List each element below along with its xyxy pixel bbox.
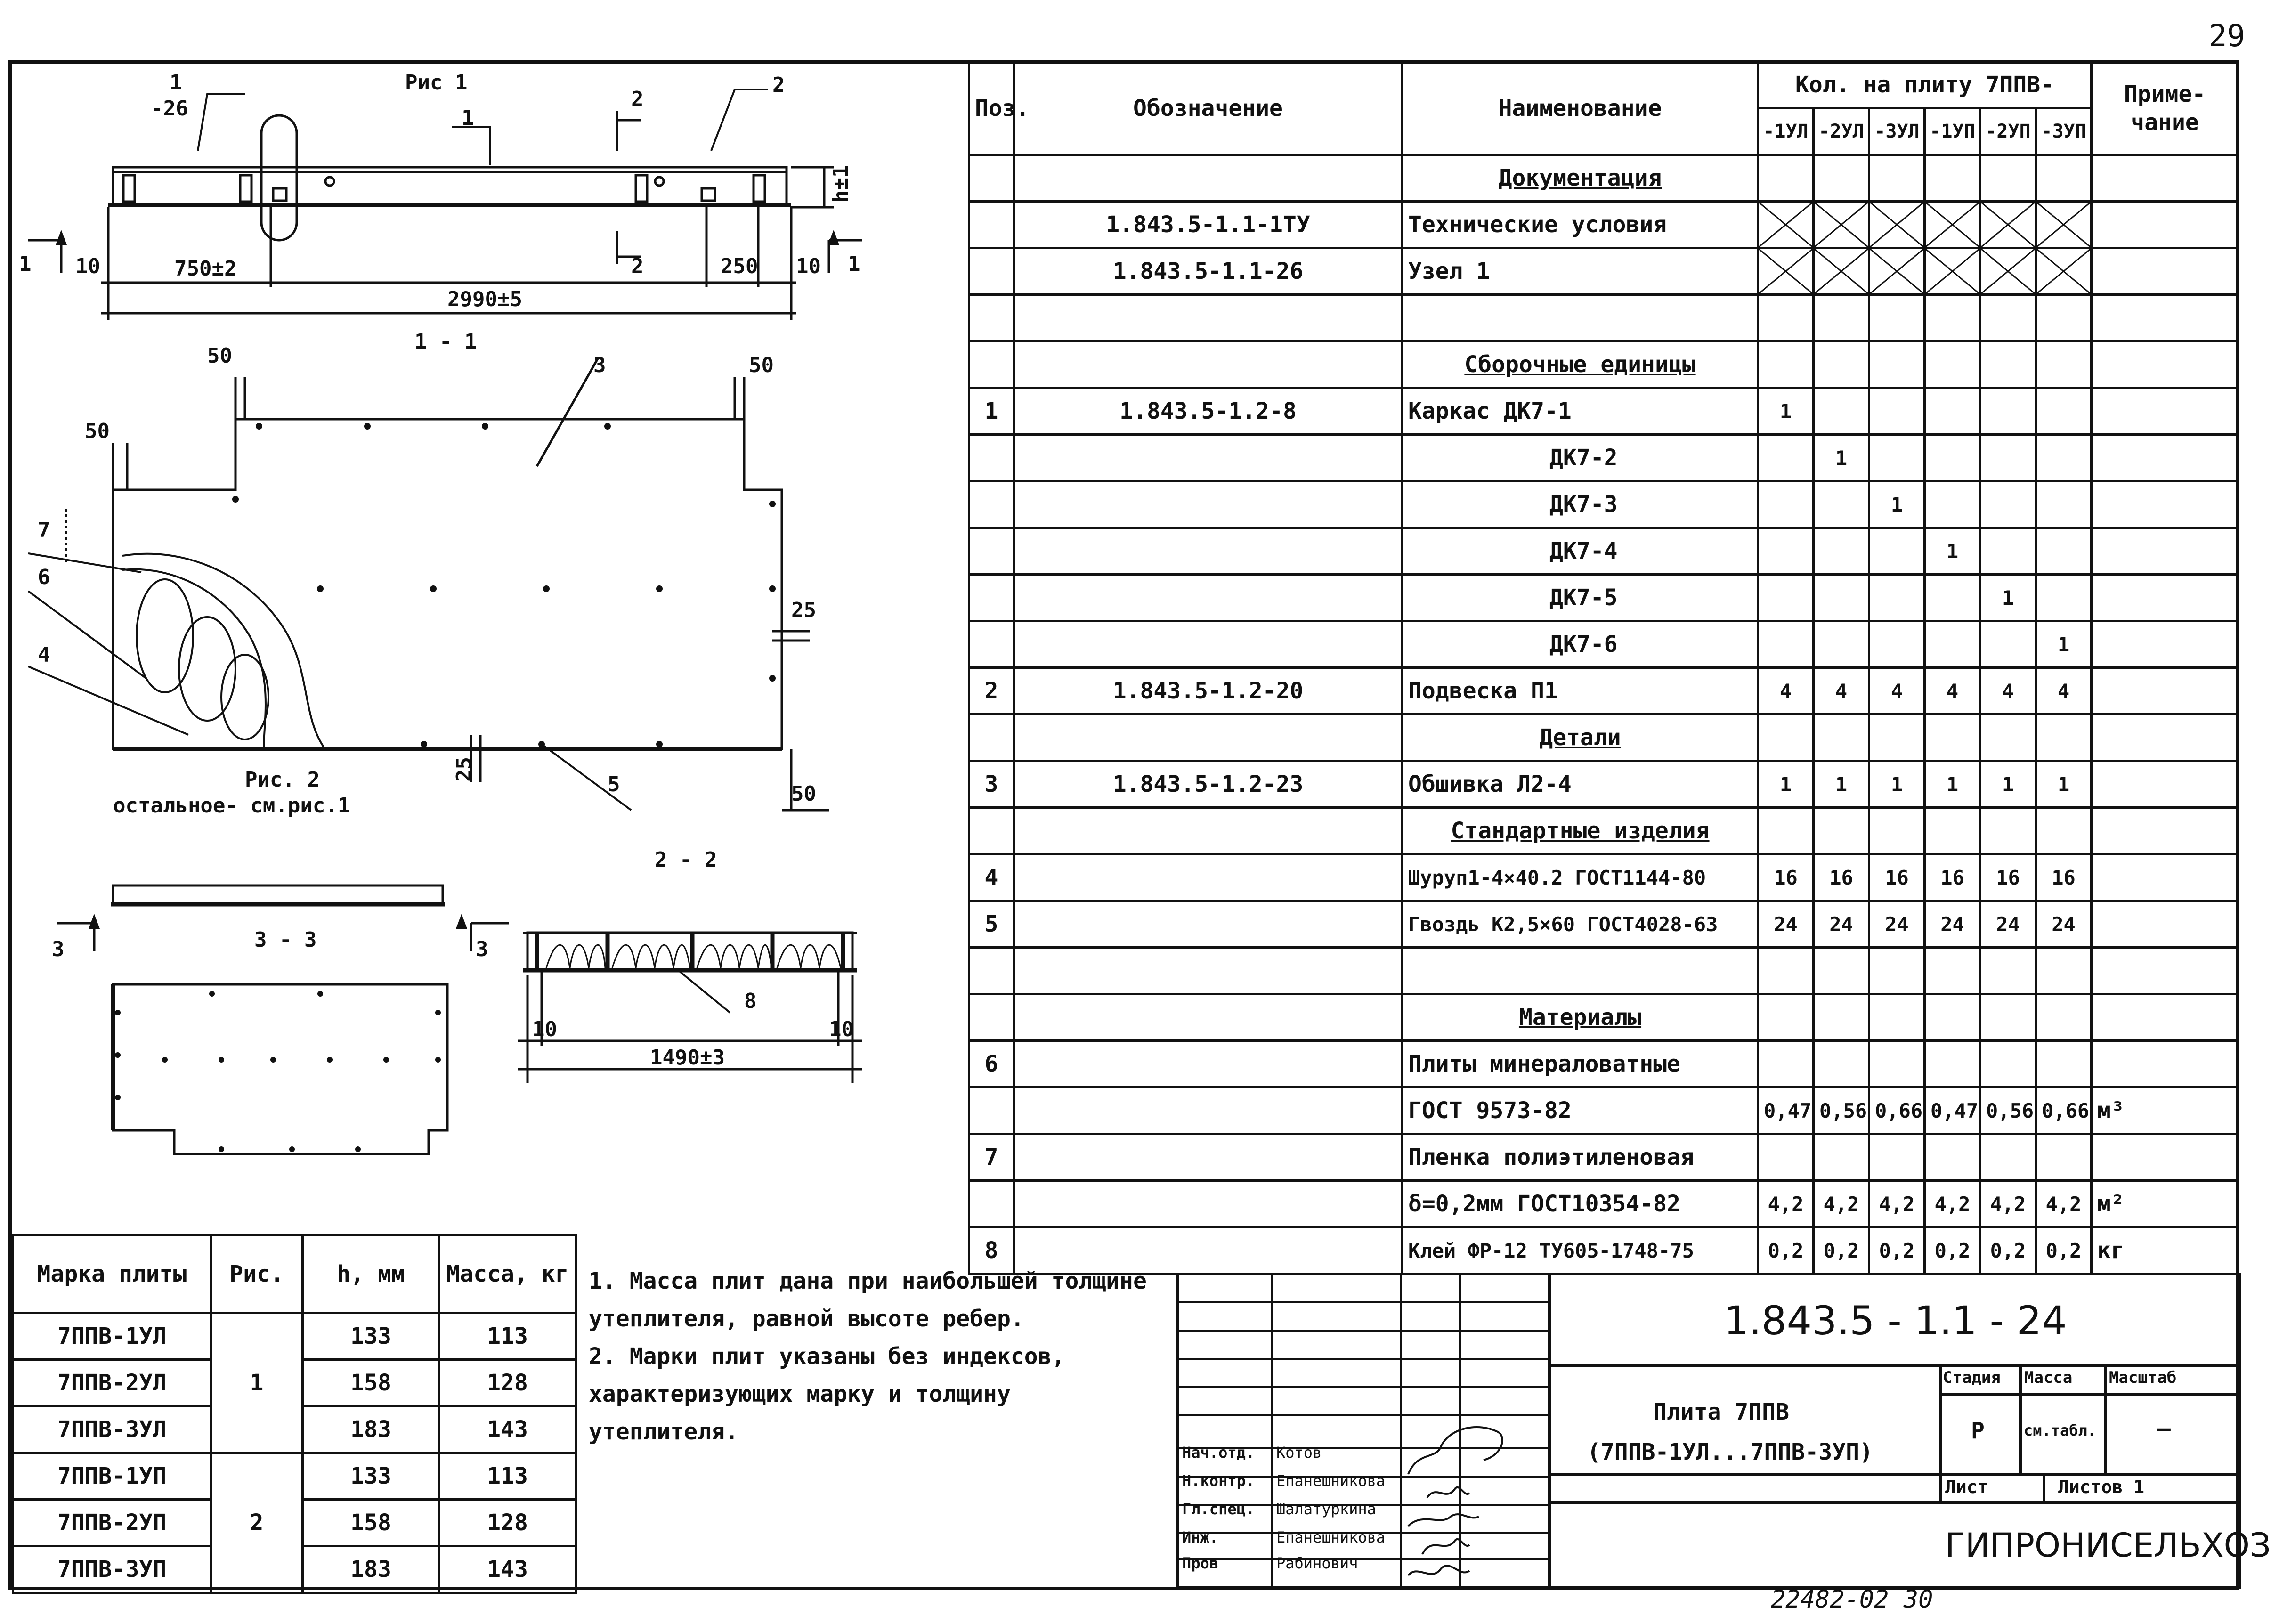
spec-name-cell: Шуруп1-4×40.2 ГОСТ1144-80 xyxy=(1403,854,1758,901)
spec-qty-cell: 0,47 xyxy=(1758,1088,1814,1134)
spec-name-cell: Пленка полиэтиленовая xyxy=(1403,1134,1758,1181)
spec-pos-cell: 8 xyxy=(969,1227,1014,1274)
spec-name-cell: Узел 1 xyxy=(1403,248,1758,295)
spec-note-cell: м³ xyxy=(2092,1088,2239,1134)
spec-designation-cell: 1.843.5-1.2-23 xyxy=(1014,761,1403,808)
marks-fig-header: Рис. xyxy=(211,1235,303,1313)
sec11-dim-25b: 25 xyxy=(452,757,476,782)
sheet-label: Лист xyxy=(1945,1477,1988,1497)
spec-qty-cell: 16 xyxy=(1758,854,1814,901)
signature-name: Шалатуркина xyxy=(1276,1500,1376,1518)
spec-designation-cell: 1.843.5-1.1-26 xyxy=(1014,248,1403,295)
spec-note-cell: м² xyxy=(2092,1181,2239,1227)
spec-qty-cell: 1 xyxy=(1925,761,1980,808)
spec-qty-cell: 4,2 xyxy=(1869,1181,1925,1227)
spec-qty-cell: 0,47 xyxy=(1925,1088,1980,1134)
stage-value: Р xyxy=(1971,1418,1985,1444)
qty-col-header: -2УЛ xyxy=(1814,108,1869,155)
spec-pos-cell: 3 xyxy=(969,761,1014,808)
spec-qty-cell: 24 xyxy=(1814,901,1869,948)
signature-name: Епанешникова xyxy=(1276,1472,1386,1490)
marks-h-cell: 158 xyxy=(303,1500,439,1546)
spec-section-title: Стандартные изделия xyxy=(1403,808,1758,854)
spec-qty-cell: 0,66 xyxy=(1869,1088,1925,1134)
col-name-header: Наименование xyxy=(1403,62,1758,155)
mass-label: Масса xyxy=(2024,1368,2073,1387)
spec-qty-cell: 0,2 xyxy=(1814,1227,1869,1274)
spec-designation-cell: 1.843.5-1.2-8 xyxy=(1014,388,1403,435)
signature-name: Рабинович xyxy=(1276,1554,1358,1572)
spec-designation-cell: 1.843.5-1.2-20 xyxy=(1014,668,1403,715)
marks-h-cell: 133 xyxy=(303,1453,439,1500)
marks-mark-cell: 7ППВ-2УЛ xyxy=(13,1360,211,1406)
fig1-dim-250: 250 xyxy=(721,254,758,278)
sec33-section-3a: 3 xyxy=(52,937,65,961)
spec-name-cell: ДК7-6 xyxy=(1403,621,1758,668)
spec-pos-cell: 4 xyxy=(969,854,1014,901)
marks-mass-cell: 113 xyxy=(439,1313,576,1360)
spec-pos-cell: 2 xyxy=(969,668,1014,715)
spec-designation-cell: 1.843.5-1.1-1ТУ xyxy=(1014,202,1403,248)
spec-qty-cell: 4,2 xyxy=(2036,1181,2092,1227)
spec-qty-cell: 1 xyxy=(2036,621,2092,668)
fig1-dim-10a: 10 xyxy=(75,254,100,278)
qty-col-header: -1УП xyxy=(1925,108,1980,155)
spec-qty-cell: 24 xyxy=(1758,901,1814,948)
mass-value: см.табл. xyxy=(2024,1421,2097,1439)
marks-mass-cell: 113 xyxy=(439,1453,576,1500)
fig1-section-1b: 1 xyxy=(848,252,860,276)
fig1-section-2a: 2 xyxy=(631,87,644,111)
document-name-range: (7ППВ-1УЛ...7ППВ-3УП) xyxy=(1587,1439,1873,1465)
sec33-section-3b: 3 xyxy=(476,937,488,961)
spec-qty-cell: 0,56 xyxy=(1980,1088,2036,1134)
scale-value: — xyxy=(2157,1415,2171,1442)
section-3-3-title: 3 - 3 xyxy=(254,928,317,952)
fig1-section-1a: 1 xyxy=(19,252,32,276)
signature-role: Н.контр. xyxy=(1182,1472,1255,1490)
spec-qty-cell: 1 xyxy=(1814,761,1869,808)
marks-mass-cell: 143 xyxy=(439,1546,576,1593)
spec-qty-cell: 1 xyxy=(1814,435,1869,481)
note-1: 1. Масса плит дана при наибольшей толщине утеплителя, равной высоте ребер. xyxy=(589,1268,1147,1332)
spec-qty-cell: 4 xyxy=(1925,668,1980,715)
spec-pos-cell: 5 xyxy=(969,901,1014,948)
fig1-callout-2: 2 xyxy=(772,73,785,97)
sec11-callout-3: 3 xyxy=(593,353,606,377)
document-name: Плита 7ППВ xyxy=(1653,1399,1789,1425)
spec-qty-cell: 4,2 xyxy=(1980,1181,2036,1227)
spec-name-cell: δ=0,2мм ГОСТ10354-82 xyxy=(1403,1181,1758,1227)
marks-mark-cell: 7ППВ-3УЛ xyxy=(13,1406,211,1453)
marks-h-cell: 183 xyxy=(303,1546,439,1593)
marks-mark-cell: 7ППВ-1УЛ xyxy=(13,1313,211,1360)
marks-h-cell: 183 xyxy=(303,1406,439,1453)
section-2-2-title: 2 - 2 xyxy=(655,848,717,872)
fig1-dim-750: 750±2 xyxy=(174,257,237,281)
spec-qty-cell: 4,2 xyxy=(1758,1181,1814,1227)
signature-name: Котов xyxy=(1276,1444,1322,1462)
qty-col-header: -3УП xyxy=(2036,108,2092,155)
signature-role: Нач.отд. xyxy=(1182,1444,1255,1462)
spec-qty-cell: 0,2 xyxy=(1925,1227,1980,1274)
fig1-callout-26: -26 xyxy=(151,97,188,121)
spec-qty-cell: 1 xyxy=(1980,575,2036,621)
document-code: 1.843.5 - 1.1 - 24 xyxy=(1724,1298,2067,1344)
fig1-dim-10b: 10 xyxy=(796,254,821,278)
marks-mark-cell: 7ППВ-1УП xyxy=(13,1453,211,1500)
sec11-callout-6: 6 xyxy=(38,565,50,589)
spec-pos-cell: 6 xyxy=(969,1041,1014,1088)
fig2-title: Рис. 2 xyxy=(245,768,320,792)
spec-qty-cell: 1 xyxy=(1758,388,1814,435)
fig1-height-label: h±1 xyxy=(829,165,853,203)
fig1-callout-1: 1 xyxy=(170,71,182,95)
spec-qty-cell: 16 xyxy=(1814,854,1869,901)
spec-name-cell: Плиты минераловатные xyxy=(1403,1041,1758,1088)
spec-name-cell: ДК7-2 xyxy=(1403,435,1758,481)
spec-qty-cell: 16 xyxy=(2036,854,2092,901)
spec-qty-cell: 1 xyxy=(1925,528,1980,575)
spec-qty-cell: 4 xyxy=(1869,668,1925,715)
marks-h-cell: 133 xyxy=(303,1313,439,1360)
spec-qty-cell: 16 xyxy=(1869,854,1925,901)
scale-label: Масштаб xyxy=(2109,1368,2177,1387)
spec-qty-cell: 4 xyxy=(1814,668,1869,715)
marks-mark-cell: 7ППВ-3УП xyxy=(13,1546,211,1593)
spec-name-cell: Гвоздь К2,5×60 ГОСТ4028-63 xyxy=(1403,901,1758,948)
qty-col-header: -3УЛ xyxy=(1869,108,1925,155)
signature-name: Епанешникова xyxy=(1276,1528,1386,1546)
signature-role: Гл.спец. xyxy=(1182,1500,1255,1518)
organization-name: ГИПРОНИСЕЛЬХОЗ xyxy=(1945,1526,2271,1565)
marks-mass-header: Масса, кг xyxy=(439,1235,576,1313)
sheets-label: Листов 1 xyxy=(2058,1477,2145,1497)
spec-section-title: Документация xyxy=(1403,155,1758,202)
spec-qty-cell: 24 xyxy=(1980,901,2036,948)
fig1-section-2b: 2 xyxy=(631,254,644,278)
spec-section-title: Материалы xyxy=(1403,994,1758,1041)
spec-name-cell: Обшивка Л2-4 xyxy=(1403,761,1758,808)
sec22-dim-1490: 1490±3 xyxy=(650,1046,725,1070)
spec-qty-cell: 4 xyxy=(1758,668,1814,715)
spec-qty-cell: 16 xyxy=(1925,854,1980,901)
spec-name-cell: Технические условия xyxy=(1403,202,1758,248)
marks-mark-cell: 7ППВ-2УП xyxy=(13,1500,211,1546)
spec-qty-cell: 24 xyxy=(2036,901,2092,948)
col-designation-header: Обозначение xyxy=(1014,62,1403,155)
marks-fig-cell: 2 xyxy=(211,1453,303,1593)
spec-pos-cell: 1 xyxy=(969,388,1014,435)
sec11-dim-50c: 50 xyxy=(85,419,110,443)
archive-number: 22482-02 30 xyxy=(1771,1585,1933,1614)
spec-qty-cell: 4 xyxy=(2036,668,2092,715)
spec-qty-cell: 0,2 xyxy=(2036,1227,2092,1274)
marks-fig-cell: 1 xyxy=(211,1313,303,1453)
sec11-callout-4: 4 xyxy=(38,643,50,667)
spec-name-cell: ДК7-3 xyxy=(1403,481,1758,528)
spec-section-title: Сборочные единицы xyxy=(1403,341,1758,388)
marks-mass-cell: 128 xyxy=(439,1500,576,1546)
sec11-dim-25a: 25 xyxy=(791,598,816,622)
spec-qty-cell: 4,2 xyxy=(1925,1181,1980,1227)
page-number: 29 xyxy=(2209,19,2246,54)
spec-qty-cell: 24 xyxy=(1925,901,1980,948)
sec22-dim-10a: 10 xyxy=(532,1017,557,1041)
marks-h-header: h, мм xyxy=(303,1235,439,1313)
spec-qty-cell: 0,66 xyxy=(2036,1088,2092,1134)
spec-qty-cell: 0,2 xyxy=(1869,1227,1925,1274)
signature-role: Пров xyxy=(1182,1554,1219,1572)
signature-scribbles xyxy=(1408,1427,1502,1575)
marks-mass-cell: 143 xyxy=(439,1406,576,1453)
col-pos-header: Поз. xyxy=(969,62,1014,155)
sec11-dim-50d: 50 xyxy=(791,782,816,806)
spec-qty-cell: 24 xyxy=(1869,901,1925,948)
spec-pos-cell: 7 xyxy=(969,1134,1014,1181)
spec-qty-cell: 0,2 xyxy=(1758,1227,1814,1274)
spec-qty-cell: 1 xyxy=(2036,761,2092,808)
sec11-dim-50b: 50 xyxy=(749,353,774,377)
fig1-title: Рис 1 xyxy=(405,71,468,95)
col-note-header: Приме- чание xyxy=(2092,62,2239,155)
spec-name-cell: ГОСТ 9573-82 xyxy=(1403,1088,1758,1134)
spec-qty-cell: 4 xyxy=(1980,668,2036,715)
sec11-callout-5: 5 xyxy=(608,772,620,796)
fig2-note: остальное- см.рис.1 xyxy=(113,794,350,818)
spec-name-cell: Каркас ДК7-1 xyxy=(1403,388,1758,435)
spec-name-cell: Клей ФР-12 ТУ605-1748-75 xyxy=(1403,1227,1758,1274)
spec-qty-cell: 16 xyxy=(1980,854,2036,901)
spec-qty-cell: 0,2 xyxy=(1980,1227,2036,1274)
sec11-dim-50a: 50 xyxy=(207,344,232,368)
qty-col-header: -1УЛ xyxy=(1758,108,1814,155)
sec22-dim-10b: 10 xyxy=(829,1017,854,1041)
qty-col-header: -2УП xyxy=(1980,108,2036,155)
spec-qty-cell: 1 xyxy=(1869,761,1925,808)
spec-section-title: Детали xyxy=(1403,715,1758,761)
fig1-part-1: 1 xyxy=(462,106,474,130)
spec-qty-cell: 1 xyxy=(1869,481,1925,528)
marks-h-cell: 158 xyxy=(303,1360,439,1406)
col-qty-header: Кол. на плиту 7ППВ- xyxy=(1758,62,2092,108)
marks-mass-cell: 128 xyxy=(439,1360,576,1406)
spec-qty-cell: 0,56 xyxy=(1814,1088,1869,1134)
section-1-1-title: 1 - 1 xyxy=(414,330,477,354)
fig1-dim-2990: 2990±5 xyxy=(447,287,522,311)
spec-note-cell: кг xyxy=(2092,1227,2239,1274)
spec-name-cell: ДК7-4 xyxy=(1403,528,1758,575)
spec-qty-cell: 1 xyxy=(1758,761,1814,808)
stage-label: Стадия xyxy=(1943,1368,2001,1387)
spec-name-cell: ДК7-5 xyxy=(1403,575,1758,621)
note-2: 2. Марки плит указаны без индексов, характеризующих марку и толщину утеплителя. xyxy=(589,1343,1065,1445)
sec22-callout-8: 8 xyxy=(744,989,757,1013)
marks-mark-header: Марка плиты xyxy=(13,1235,211,1313)
spec-qty-cell: 4,2 xyxy=(1814,1181,1869,1227)
spec-qty-cell: 1 xyxy=(1980,761,2036,808)
signature-role: Инж. xyxy=(1182,1528,1219,1546)
sec11-callout-7: 7 xyxy=(38,518,50,542)
spec-name-cell: Подвеска П1 xyxy=(1403,668,1758,715)
